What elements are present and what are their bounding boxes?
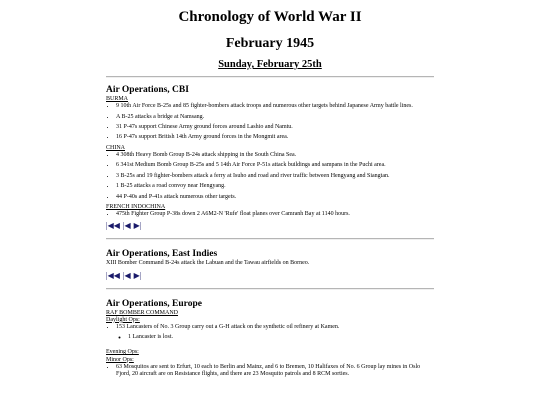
section-title: Air Operations, Europe	[106, 298, 202, 309]
main-content	[106, 85, 436, 386]
date-heading: Sunday, February 25th	[218, 59, 322, 70]
first-link[interactable]: |◀◀	[106, 221, 120, 231]
divider	[106, 76, 434, 78]
daylight-sublist	[106, 334, 436, 341]
daylight-list	[106, 324, 436, 331]
next-link[interactable]: ▶|	[133, 270, 142, 280]
list-item: • 6 341st Medium Bomb Group B-25s and 5 14th Air Force P-51s attack buildings and sampans in the Puchi area.	[116, 162, 436, 169]
nav-row	[106, 271, 436, 280]
list-item: • 475th Fighter Group P-38s down 2 A6M2-N 'Rufe' float planes over Camranh Bay at 1140 hours.	[116, 211, 436, 218]
section-title: Air Operations, East Indies	[106, 249, 218, 260]
burma-list	[106, 103, 436, 141]
page-title: Chronology of World War II	[178, 9, 362, 25]
list-item: • A B-25 attacks a bridge at Namsang.	[116, 114, 436, 121]
list-item: • 63 Mosquitos are sent to Erfurt, 10 each to Berlin and Mainz, and 6 to Bremen, 10 Halifaxes of No. 6 Group lay mines in Oslo Fjord, 20 aircraft are on Resistance flights, and there are 23 Mosquito patrols and 8 RCM sorties.	[116, 364, 436, 378]
ops-label-minor: Minor Ops:	[106, 356, 134, 363]
first-link[interactable]: |◀◀	[106, 270, 120, 280]
list-item: • 1 B-25 attacks a road convoy near Hengyang.	[116, 183, 436, 190]
list-item: ◦ 1 Lancaster is lost.	[128, 334, 436, 341]
divider	[106, 238, 434, 240]
china-list	[106, 152, 436, 201]
list-item: • 4 308th Heavy Bomb Group B-24s attack shipping in the South China Sea.	[116, 152, 436, 159]
next-link[interactable]: ▶|	[133, 221, 142, 231]
region-label-indochina: FRENCH INDOCHINA	[106, 203, 166, 210]
list-item: • 44 P-40s and P-41s attack numerous other targets.	[116, 194, 436, 201]
list-item: • 3 B-25s and 19 fighter-bombers attack a ferry at Isuho and road and river traffic between Hengyang and Siangtan.	[116, 173, 436, 180]
month-heading: February 1945	[225, 36, 315, 51]
divider	[106, 288, 434, 290]
minor-list	[106, 364, 436, 378]
section-text: XIII Bomber Command B-24s attack the Labuan and the Tawau airfields on Borneo.	[106, 260, 310, 267]
list-item: • 153 Lancasters of No. 3 Group carry out a G-H attack on the synthetic oil refinery at Kamen.	[116, 324, 436, 331]
indochina-list	[106, 211, 436, 218]
section-cbi	[106, 85, 436, 230]
list-item: • 16 P-47s support British 14th Army ground forces in the Mongmit area.	[116, 134, 436, 141]
command-label: RAF BOMBER COMMAND	[106, 309, 179, 316]
region-label-china: CHINA	[106, 144, 125, 151]
region-label-burma: BURMA	[106, 96, 129, 102]
list-item: • 9 10th Air Force B-25s and 85 fighter-bombers attack troops and numerous other targets behind Japanese Army battle lines.	[116, 103, 436, 110]
nav-row	[106, 221, 436, 230]
prev-link[interactable]: |◀	[122, 221, 131, 231]
list-item: • 31 P-47s support Chinese Army ground forces around Lashio and Namtu.	[116, 124, 436, 131]
prev-link[interactable]: |◀	[122, 270, 131, 280]
section-east-indies	[106, 249, 436, 279]
ops-label-daylight: Daylight Ops:	[106, 316, 140, 323]
section-title: Air Operations, CBI	[106, 85, 189, 95]
ops-label-evening: Evening Ops:	[106, 349, 139, 356]
section-europe	[106, 299, 436, 379]
